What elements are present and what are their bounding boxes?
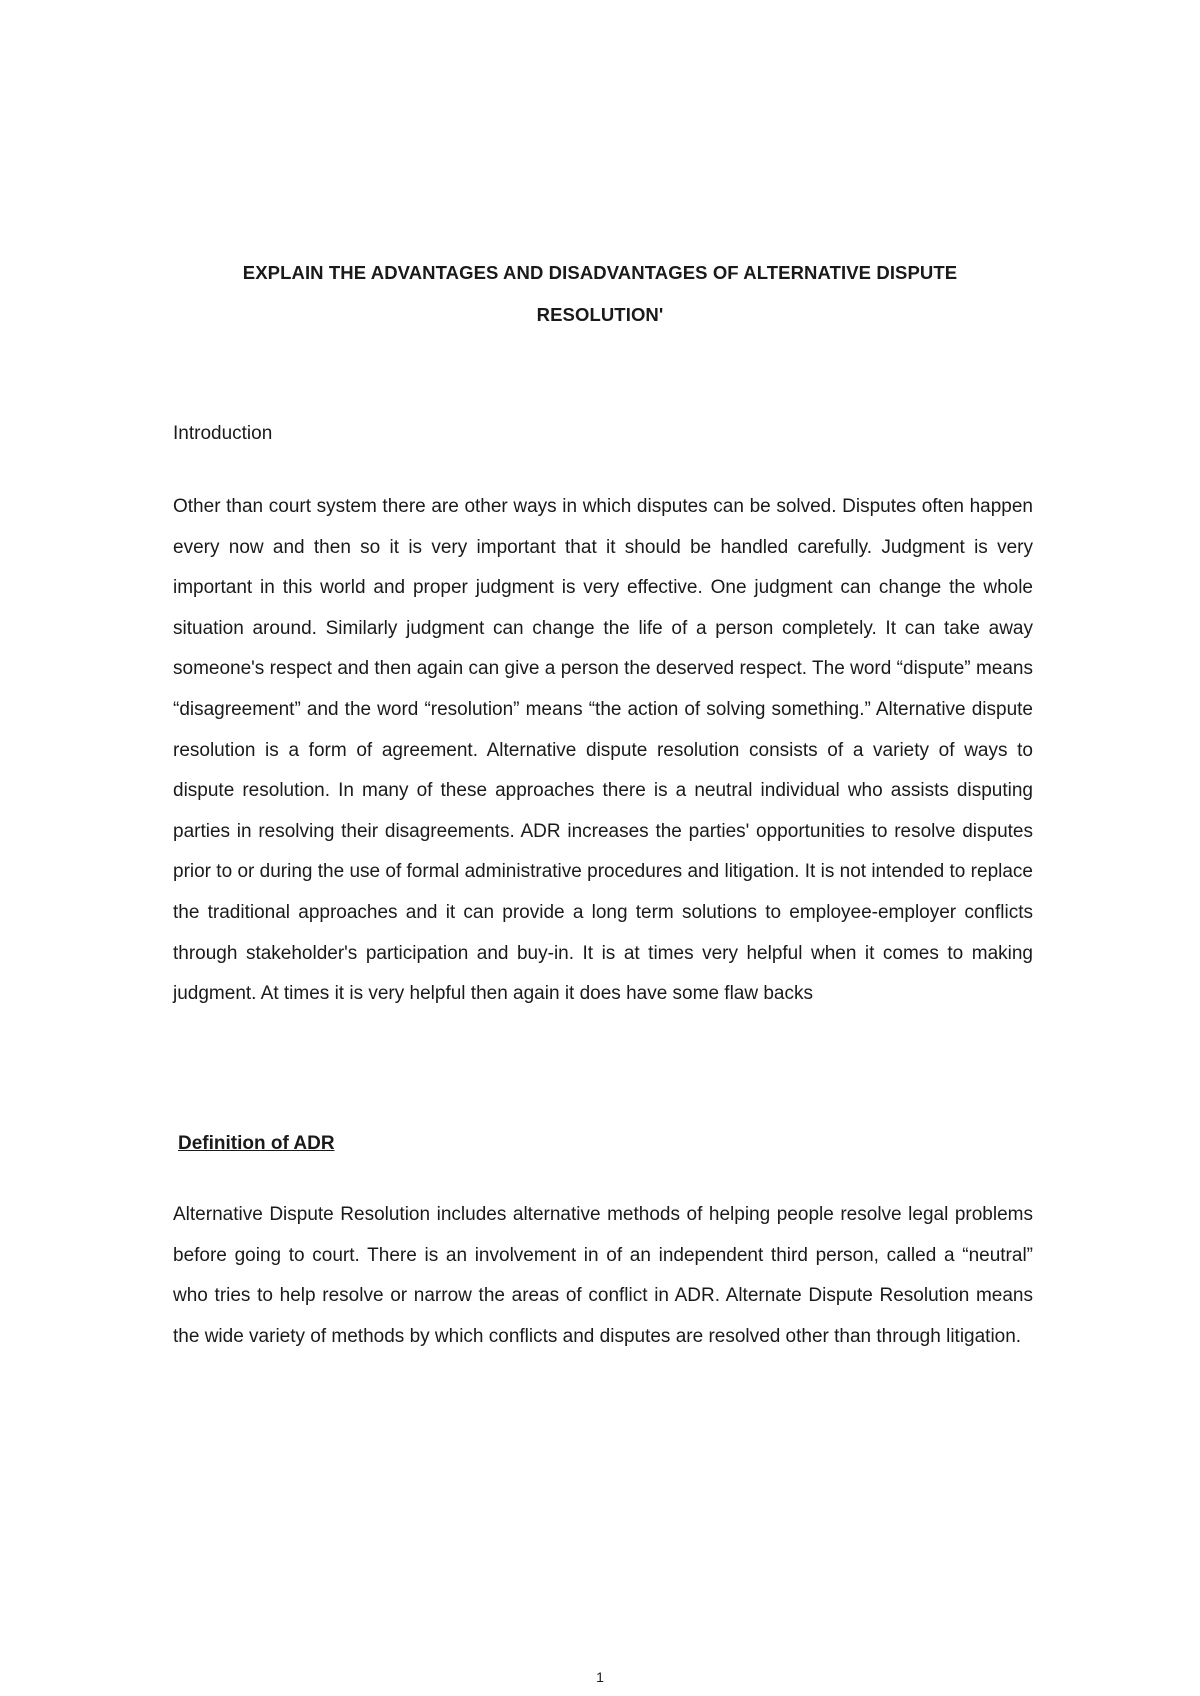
document-title-line-1: EXPLAIN THE ADVANTAGES AND DISADVANTAGES OF ALTERNATIVE DISPUTE <box>242 262 958 283</box>
introduction-paragraph: Other than court system there are other ways in which disputes can be solved. Disputes often happen every now and then so it is very important that it should be handled carefully. Judgment is very important in this world and proper judgment is very effective. One judgment can change the whole situation around. Similarly judgment can change the life of a person completely. It can take away someone's respect and then again can give a person the deserved respect. The word “dispute” means “disagreement” and the word “resolution” means “the action of solving something.” Alternative dispute resolution is a form of agreement. Alternative dispute resolution consists of a variety of ways to dispute resolution. In many of these approaches there is a neutral individual who assists disputing parties in resolving their disagreements. ADR increases the parties' opportunities to resolve disputes prior to or during the use of formal administrative procedures and litigation. It is not intended to replace the traditional approaches and it can provide a long term solutions to employee-employer conflicts through stakeholder's participation and buy-in. It is at times very helpful when it comes to making judgment. At times it is very helpful then again it does have some flaw backs <box>173 496 1033 1005</box>
document-title <box>170 252 1030 336</box>
definition-heading: Definition of ADR <box>178 1133 335 1154</box>
document-title-line-2: RESOLUTION' <box>536 304 664 325</box>
page-number: 1 <box>596 1669 604 1685</box>
introduction-heading: Introduction <box>173 423 273 444</box>
definition-paragraph: Alternative Dispute Resolution includes alternative methods of helping people resolve legal problems before going to court. There is an involvement in of an independent third person, called a “neutral” who tries to help resolve or narrow the areas of conflict in ADR. Alternate Dispute Resolution means the wide variety of methods by which conflicts and disputes are resolved other than through litigation. <box>173 1204 1033 1347</box>
